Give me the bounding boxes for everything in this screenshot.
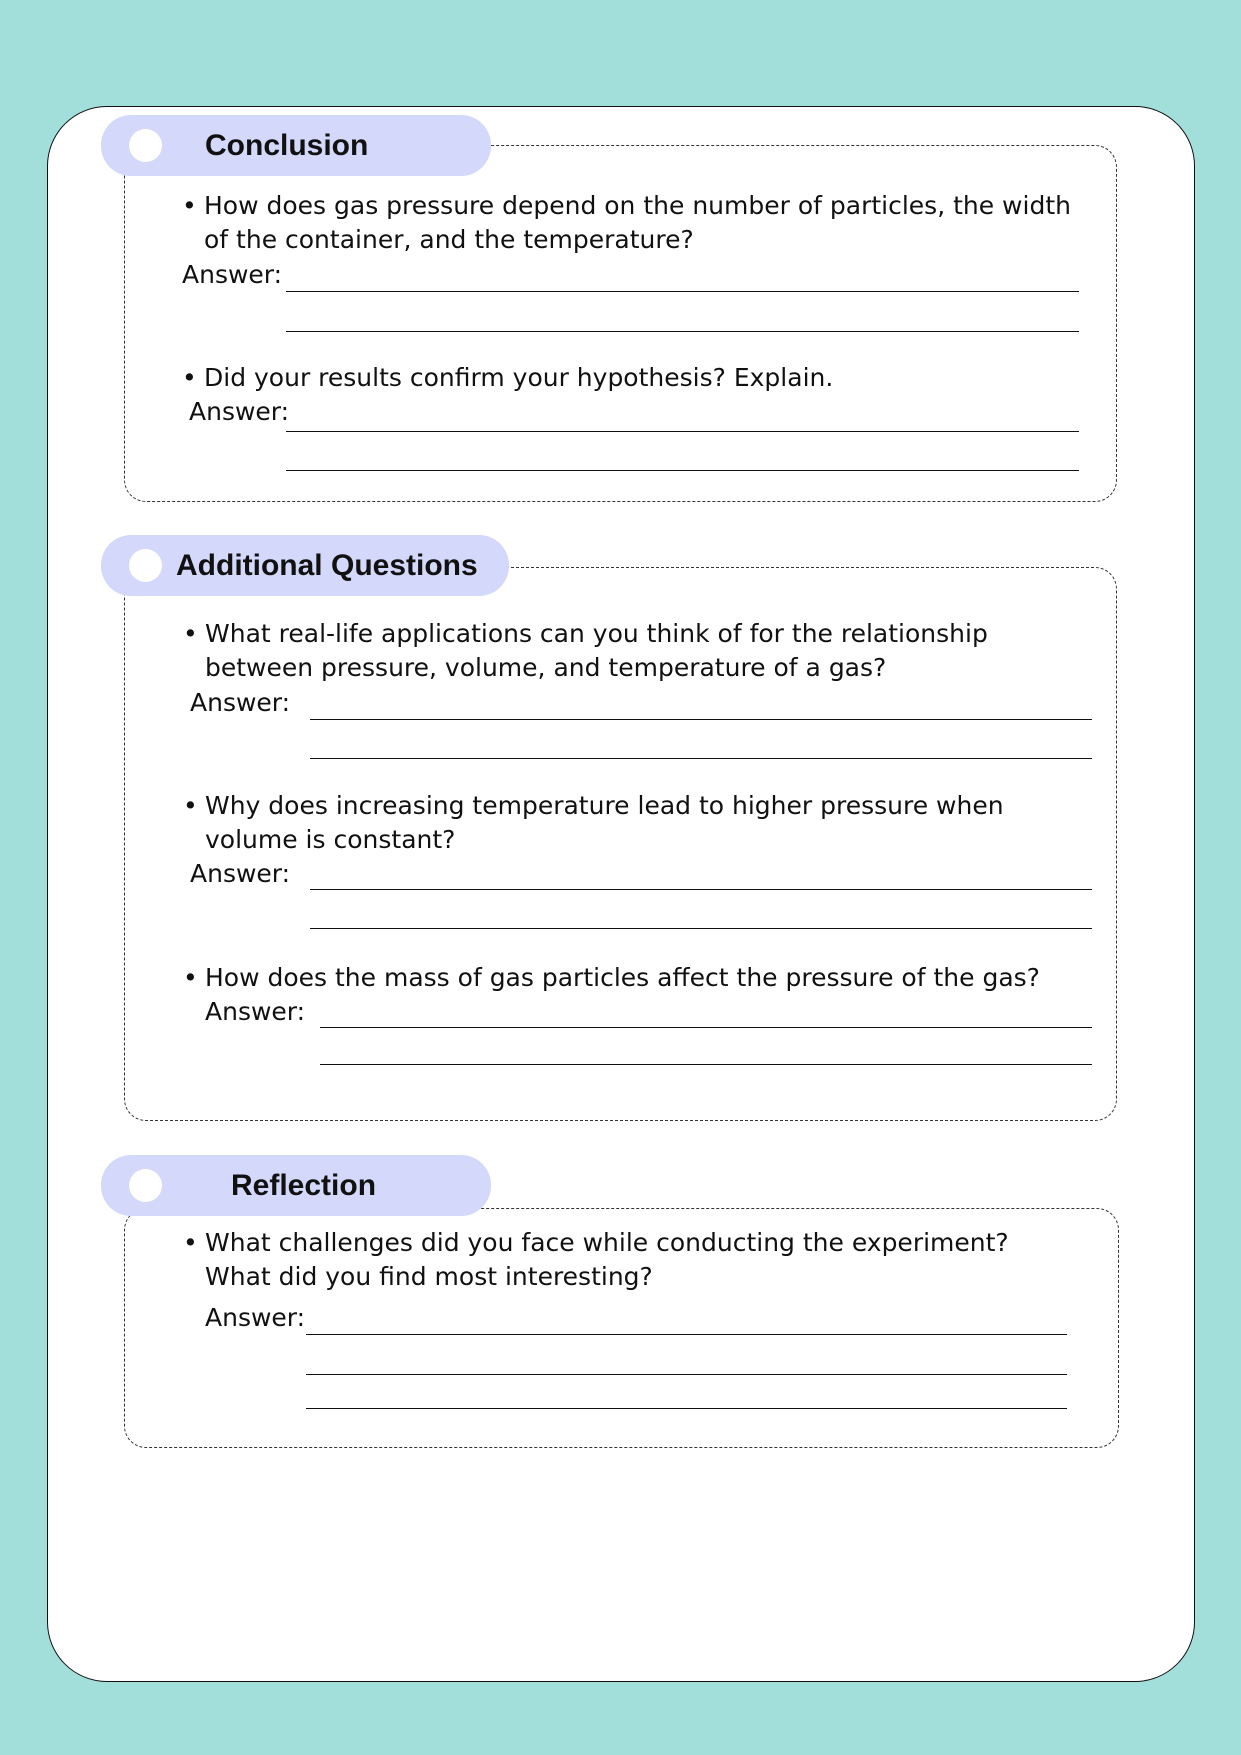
question-text: of the container, and the temperature? [204, 225, 694, 254]
question-item [183, 789, 1004, 857]
question-text: How does the mass of gas particles affect the pressure of the gas? [205, 963, 1040, 992]
answer-line[interactable] [286, 331, 1079, 332]
answer-label: Answer: [190, 688, 291, 717]
answer-label: Answer: [205, 1303, 306, 1332]
bullet: • [183, 963, 198, 992]
answer-line[interactable] [306, 1334, 1067, 1335]
question-text: How does gas pressure depend on the number of particles, the width [204, 191, 1071, 220]
question-item [183, 617, 988, 685]
answer-line[interactable] [320, 1064, 1092, 1065]
question-item [182, 361, 834, 395]
question-text: What challenges did you face while conducting the experiment? [205, 1228, 1009, 1257]
answer-line[interactable] [310, 758, 1092, 759]
answer-label: Answer: [205, 997, 306, 1026]
answer-line[interactable] [310, 719, 1092, 720]
bullet: • [183, 791, 198, 820]
answer-line[interactable] [306, 1374, 1067, 1375]
answer-line[interactable] [286, 291, 1079, 292]
answer-line[interactable] [320, 1027, 1092, 1028]
answer-line[interactable] [286, 431, 1079, 432]
section-title: Additional Questions [176, 549, 478, 582]
question-item [183, 1226, 1009, 1294]
question-text: Did your results confirm your hypothesis? Explain. [204, 363, 834, 392]
section-title: Conclusion [205, 129, 369, 162]
question-text: between pressure, volume, and temperature of a gas? [205, 653, 887, 682]
conclusion-header [101, 115, 491, 176]
circle-icon [129, 129, 162, 162]
additional-questions-header [101, 535, 509, 596]
answer-line[interactable] [306, 1408, 1067, 1409]
answer-label: Answer: [189, 397, 290, 426]
question-item [183, 961, 1040, 995]
answer-line[interactable] [286, 470, 1079, 471]
answer-label: Answer: [182, 260, 283, 289]
circle-icon [129, 549, 162, 582]
question-text: What real-life applications can you think of for the relationship [205, 619, 988, 648]
reflection-header [101, 1155, 491, 1216]
question-text: Why does increasing temperature lead to higher pressure when [205, 791, 1004, 820]
bullet: • [183, 619, 198, 648]
bullet: • [183, 1228, 198, 1257]
circle-icon [129, 1169, 162, 1202]
question-text: volume is constant? [205, 825, 456, 854]
question-item [182, 189, 1071, 257]
bullet: • [182, 191, 197, 220]
answer-line[interactable] [310, 928, 1092, 929]
question-text: What did you find most interesting? [205, 1262, 653, 1291]
answer-label: Answer: [190, 859, 291, 888]
bullet: • [182, 363, 197, 392]
answer-line[interactable] [310, 889, 1092, 890]
section-title: Reflection [231, 1169, 377, 1202]
